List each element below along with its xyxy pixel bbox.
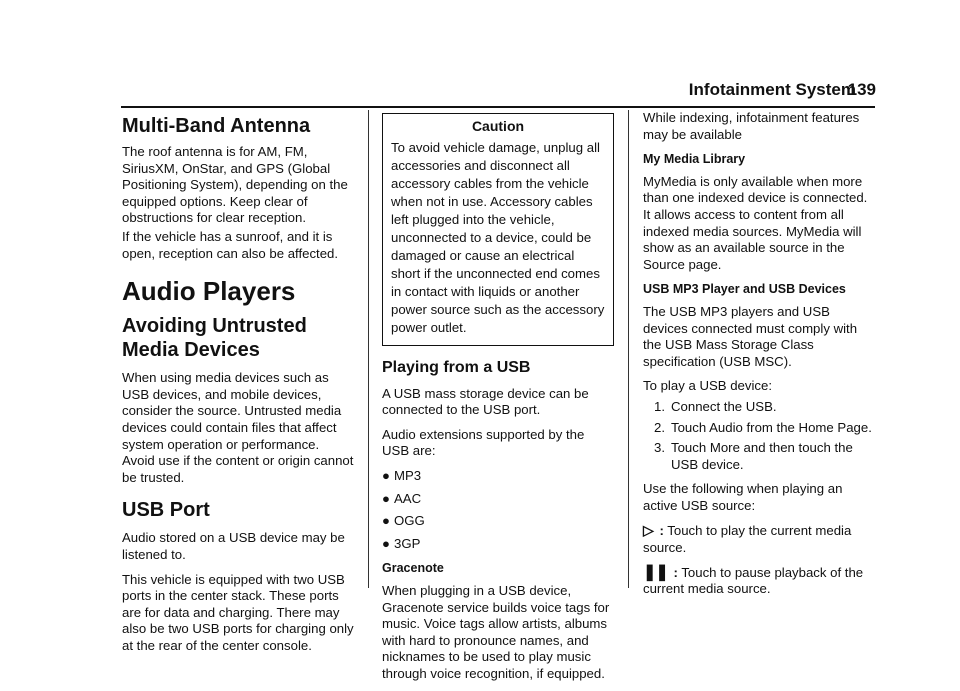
heading-untrusted-media: Avoiding Untrusted Media Devices — [122, 315, 307, 362]
list-item-label: AAC — [394, 490, 422, 506]
step-text: Touch More and then touch the USB device. — [671, 440, 853, 472]
play-text: Touch to play the current media source. — [643, 523, 852, 556]
list-item — [643, 440, 875, 473]
caution-body: To avoid vehicle damage, unplug all accessories and disconnect all accessory cables from the vehicle when not in use. Accessory cables left plugged into the vehicle, unconnected to a device, could be damaged or cause an electrical short if the unconnected end comes in contact with liquids or another power source such as the accessory power outlet. — [391, 139, 605, 335]
paragraph: When using media devices such as USB devices, and mobile devices, consider the source. Untrusted media devices could contain files that affect system operation or performance. Avoid use if the content or origin cannot be trusted. — [122, 370, 354, 485]
pause-description — [643, 565, 875, 598]
colon: : — [659, 523, 664, 539]
section-title: Infotainment System — [688, 80, 856, 99]
list-item — [382, 468, 614, 485]
paragraph: To play a USB device: — [643, 378, 773, 394]
heading-multiband: Multi-Band Antenna — [122, 115, 311, 137]
list-item — [643, 399, 875, 416]
column-divider — [368, 110, 369, 588]
header-rule — [121, 106, 875, 108]
page-header — [0, 80, 960, 110]
column-2 — [382, 110, 614, 691]
paragraph: Audio extensions supported by the USB are: — [382, 426, 585, 459]
step-text: Touch Audio from the Home Page. — [671, 419, 872, 435]
paragraph: The roof antenna is for AM, FM, SiriusXM, OnStar, and GPS (Global Positioning System), depending on the equipped options. Keep clear of obstructions for clear reception. — [122, 144, 348, 226]
paragraph: The USB MP3 players and USB devices connected must comply with the USB Mass Storage Class specification (USB MSC). — [643, 303, 858, 369]
subheading-gracenote: Gracenote — [382, 561, 444, 576]
list-item — [643, 420, 875, 437]
column-divider — [628, 110, 629, 588]
paragraph: When plugging in a USB device, Gracenote service builds voice tags for music. Voice tags allow artists, albums with hard to pronounce names, and nicknames to be used to play music through voice recognition, if equipped. — [382, 582, 610, 681]
list-item-label: OGG — [394, 513, 425, 529]
format-list — [382, 468, 614, 552]
paragraph: MyMedia is only available when more than one indexed device is connected. It allows access to content from all indexed media sources. MyMedia will show as an available source in the Source page. — [643, 173, 868, 272]
list-item — [382, 536, 614, 553]
page-number: 139 — [847, 80, 876, 99]
subheading-usb-mp3: USB MP3 Player and USB Devices — [643, 282, 846, 297]
list-item — [382, 491, 614, 508]
heading-audio-players: Audio Players — [122, 276, 296, 307]
pause-text: Touch to pause playback of the current media source. — [643, 564, 864, 597]
step-number: 1. — [654, 398, 665, 414]
play-description — [643, 522, 875, 556]
paragraph: While indexing, infotainment features may be available — [643, 110, 860, 142]
bullet-icon: ● — [382, 490, 390, 506]
colon: : — [673, 564, 678, 580]
paragraph: A USB mass storage device can be connected to the USB port. — [382, 385, 589, 418]
heading-playing-usb: Playing from a USB — [382, 358, 531, 376]
bullet-icon: ● — [382, 535, 390, 551]
caution-title: Caution — [471, 118, 525, 134]
bullet-icon: ● — [382, 467, 390, 483]
list-item-label: MP3 — [394, 467, 422, 483]
paragraph: Use the following when playing an active USB source: — [643, 481, 843, 513]
list-item — [382, 513, 614, 530]
paragraph: Audio stored on a USB device may be listened to. — [122, 530, 345, 562]
step-number: 2. — [654, 419, 665, 435]
list-item-label: 3GP — [394, 535, 421, 551]
caution-box — [382, 113, 614, 346]
play-icon: ▷ — [643, 522, 654, 539]
bullet-icon: ● — [382, 513, 390, 529]
heading-usb-port: USB Port — [122, 499, 210, 522]
steps-list — [643, 399, 875, 473]
paragraph: If the vehicle has a sunroof, and it is open, reception can also be affected. — [122, 228, 339, 261]
step-number: 3. — [654, 440, 665, 456]
step-text: Connect the USB. — [671, 398, 777, 414]
paragraph: This vehicle is equipped with two USB ports in the center stack. These ports are for data and charging. There may also be two USB ports for charging only at the rear of the center console. — [122, 571, 354, 653]
pause-icon: ❚❚ — [643, 563, 668, 581]
subheading-my-media: My Media Library — [643, 152, 746, 167]
column-1 — [122, 110, 354, 662]
column-3 — [643, 110, 875, 606]
